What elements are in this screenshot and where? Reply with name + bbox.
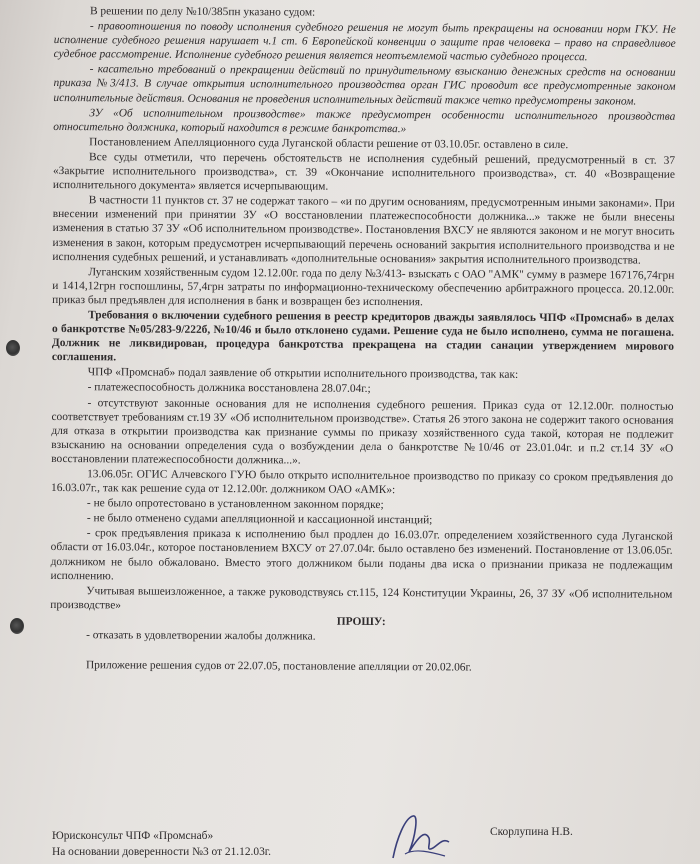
paragraph: - правоотношения по поводу исполнения судебного решения не могут быть прекращены на основании норм ГКУ. Не исполнение судебного решения нарушает ч.1 ст. 6 Европейской конвенции о защите прав человека – право на справедливое судебное рассмотрение. Исполнение судебного решения является неотъемлемой частью судебного процесса. [53, 20, 676, 64]
paragraph: - платежеспособность должника восстановлена 28.07.04г.; [87, 381, 371, 396]
paragraph: 13.06.05г. ОГИС Алчевского ГУЮ было открыто исполнительное производство по приказу со сроком предъявления до 16.03.07г., так как решение суда от 12.12.00г. должником ОАО «АМК»: [51, 468, 674, 497]
paragraph: - не было опротестовано в установленном законном порядке; [86, 497, 384, 512]
paragraph: Приложение решения судов от 22.07.05, постановление апелляции от 20.02.06г. [85, 659, 472, 674]
punch-hole-bottom [10, 618, 24, 634]
document-body [50, 4, 676, 677]
paragraph: - срок предъявления приказа к исполнению был продлен до 16.03.07г. определением хозяйственного суда Луганской области от 16.03.04г., которое постановлением ВХСУ от 27.07.04г. было оставлено без изменений. Постановление от 13.06.05г. должником не было обжаловано. Вместо этого должником были поданы два иска о признании приказа не подлежащим исполнению. [50, 527, 673, 583]
paragraph: Учитывая вышеизложенное, а также руководствуясь ст.115, 124 Конституции Украины, 26, 37 ЗУ «Об исполнительном производстве» [50, 584, 673, 612]
paragraph: В решении по делу №10/385пн указано судом: [89, 5, 316, 19]
paragraph: Луганским хозяйственным судом 12.12.00г. года по делу №3/413- взыскать с ОАО "АМК" сумму в размере 167176,74грн и 1414,12грн госпошлины, 57,4грн затраты по информационно-техническому обеспечению арбитражного процесса. 20.12.00г. приказ был предъявлен для исполнения в банк и возвращен без исполнения. [52, 265, 675, 309]
paragraph: Постановлением Апелляционного суда Луганской области решение от 03.10.05г. оставлено в силе. [89, 136, 569, 151]
signer-name: Скорлупина Н.В. [490, 826, 573, 838]
paragraph: Все суды отметили, что перечень обстоятельств не исполнения судебный решений, предусмотренный в ст. 37 «Закрытие исполнительного производства», ст. 39 «Окончание исполнительного производства», ст. 40 «Возвращение исполнительного документа» является исчерпывающим. [52, 151, 676, 193]
paragraph: - касательно требований о прекращении действий по принудительному взысканию денежных средств на основании приказа №3/413. В случае открытия исполнительного производства орган ГИС проводит все предусмотренные законом исполнительные действия. Основания не проведения исполнительных действий также четко предусмотрены законом. [53, 63, 676, 108]
handwritten-signature [385, 808, 455, 864]
paragraph: ПРОШУ: [336, 615, 386, 628]
paragraph: ЧПФ «Промснаб» подал заявление об открытии исполнительного производства, так как: [87, 366, 519, 382]
paragraph: - отсутствуют законные основания для не исполнения судебного решения. Приказ суда от 12.12.00г. полностью соответствует требованиям ст.19 ЗУ «Об исполнительном производстве». Статья 26 этого закона не содержит такого основания для отказа в открытии производства как признание суммы по приказу хозяйственного суда такой, которая не подлежит взысканию на основании определения суда о возбуждении дела о банкротстве №10/46 от 23.01.04г. и п.2 ст.14 ЗУ «О восстановлении платежеспособности должника...». [51, 396, 674, 467]
signer-position: Юрисконсульт ЧПФ «Промснаб» [52, 830, 214, 842]
paragraph: - не было отменено судами апелляционной и кассационной инстанций; [86, 512, 433, 527]
paragraph: Требования о включении судебного решения в реестр кредиторов дважды заявлялось ЧПФ «Промснаб» в делах о банкротстве №05/283-9/222б, №10/46 и было отклонено судами. Решение суда не было исполнено, сумма не погашена. Должник не ликвидирован, процедура банкротства прекращена на стадии санации утверждением мирового соглашения. [51, 309, 675, 364]
paragraph: В частности 11 пунктов ст. 37 не содержат такого – «и по другим основаниям, предусмотренным иными законами». При внесении изменений при принятии ЗУ «О восстановлении платежеспособности должника...» также не были внесены изменения в статью 37 ЗУ «Об исполнительном производстве». Постановления ВХСУ не являются законом и не могут вносить изменения в закон, которым предусмотрен исчерпывающий перечень оснований закрытия исполнительного производства и не исполнения судебных решений, и устанавливать «дополнительные основания» закрытия исполнительного производства. [52, 194, 675, 267]
paragraph: ЗУ «Об исполнительном производстве» также предусмотрен особенности исполнительного производства относительно должника, который находится в режиме банкротства.» [53, 106, 676, 135]
punch-hole-top [6, 340, 20, 356]
paragraph: - отказать в удовлетворении жалобы должника. [86, 629, 316, 643]
power-of-attorney: На основании доверенности №3 от 21.12.03г. [52, 846, 272, 858]
